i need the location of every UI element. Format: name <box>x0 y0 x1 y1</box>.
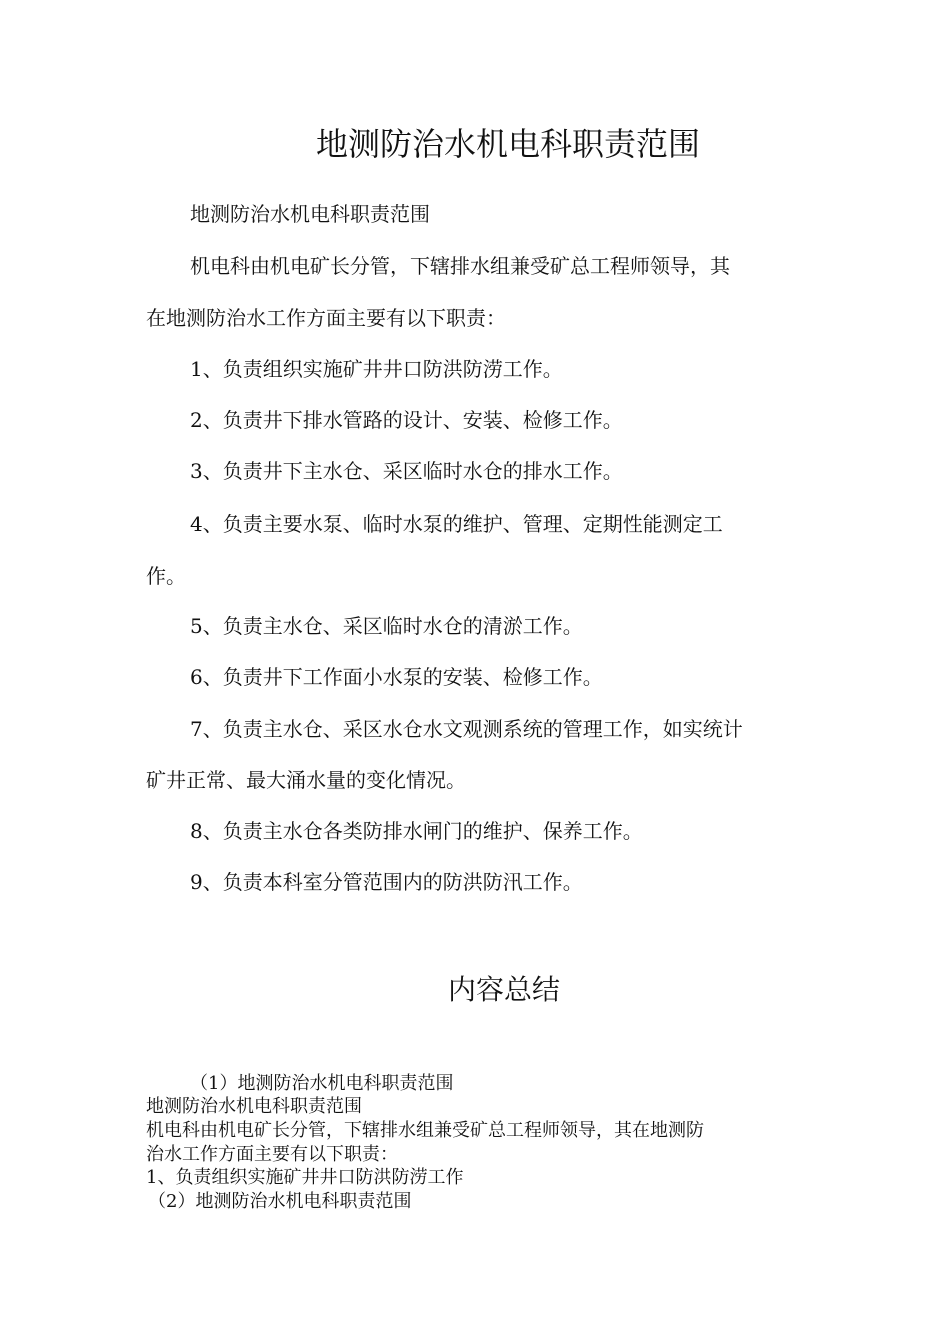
summary-line-1: （1）地测防治水机电科职责范围 <box>190 1073 454 1094</box>
duty-item-7-line2: 矿井正常、最大涌水量的变化情况。 <box>146 768 466 792</box>
duty-item-4-line1: 4、负责主要水泵、临时水泵的维护、管理、定期性能测定工 <box>190 512 723 536</box>
duty-item-5: 5、负责主水仓、采区临时水仓的清淤工作。 <box>190 614 583 638</box>
intro-paragraph-line1: 机电科由机电矿长分管，下辖排水组兼受矿总工程师领导，其 <box>190 254 730 278</box>
summary-line-4: 治水工作方面主要有以下职责： <box>146 1144 398 1165</box>
duty-item-9: 9、负责本科室分管范围内的防洪防汛工作。 <box>190 870 583 894</box>
duty-item-4-line2: 作。 <box>146 564 186 588</box>
summary-line-5: 1、负责组织实施矿井井口防洪防涝工作 <box>146 1167 464 1188</box>
duty-item-2: 2、负责井下排水管路的设计、安装、检修工作。 <box>190 408 623 432</box>
summary-line-6: （2）地测防治水机电科职责范围 <box>148 1191 412 1212</box>
summary-heading: 内容总结 <box>447 973 560 1006</box>
intro-paragraph-line2: 在地测防治水工作方面主要有以下职责： <box>146 306 506 330</box>
duty-item-7-line1: 7、负责主水仓、采区水仓水文观测系统的管理工作，如实统计 <box>190 717 743 741</box>
duty-item-8: 8、负责主水仓各类防排水闸门的维护、保养工作。 <box>190 819 643 843</box>
duty-item-1: 1、负责组织实施矿井井口防洪防涝工作。 <box>190 357 563 381</box>
duty-item-6: 6、负责井下工作面小水泵的安装、检修工作。 <box>190 665 603 689</box>
duty-item-3: 3、负责井下主水仓、采区临时水仓的排水工作。 <box>190 459 623 483</box>
page-title: 地测防治水机电科职责范围 <box>315 125 700 163</box>
summary-line-2: 地测防治水机电科职责范围 <box>146 1096 362 1117</box>
subtitle-paragraph: 地测防治水机电科职责范围 <box>190 202 430 226</box>
summary-line-3: 机电科由机电矿长分管，下辖排水组兼受矿总工程师领导，其在地测防 <box>146 1120 704 1141</box>
